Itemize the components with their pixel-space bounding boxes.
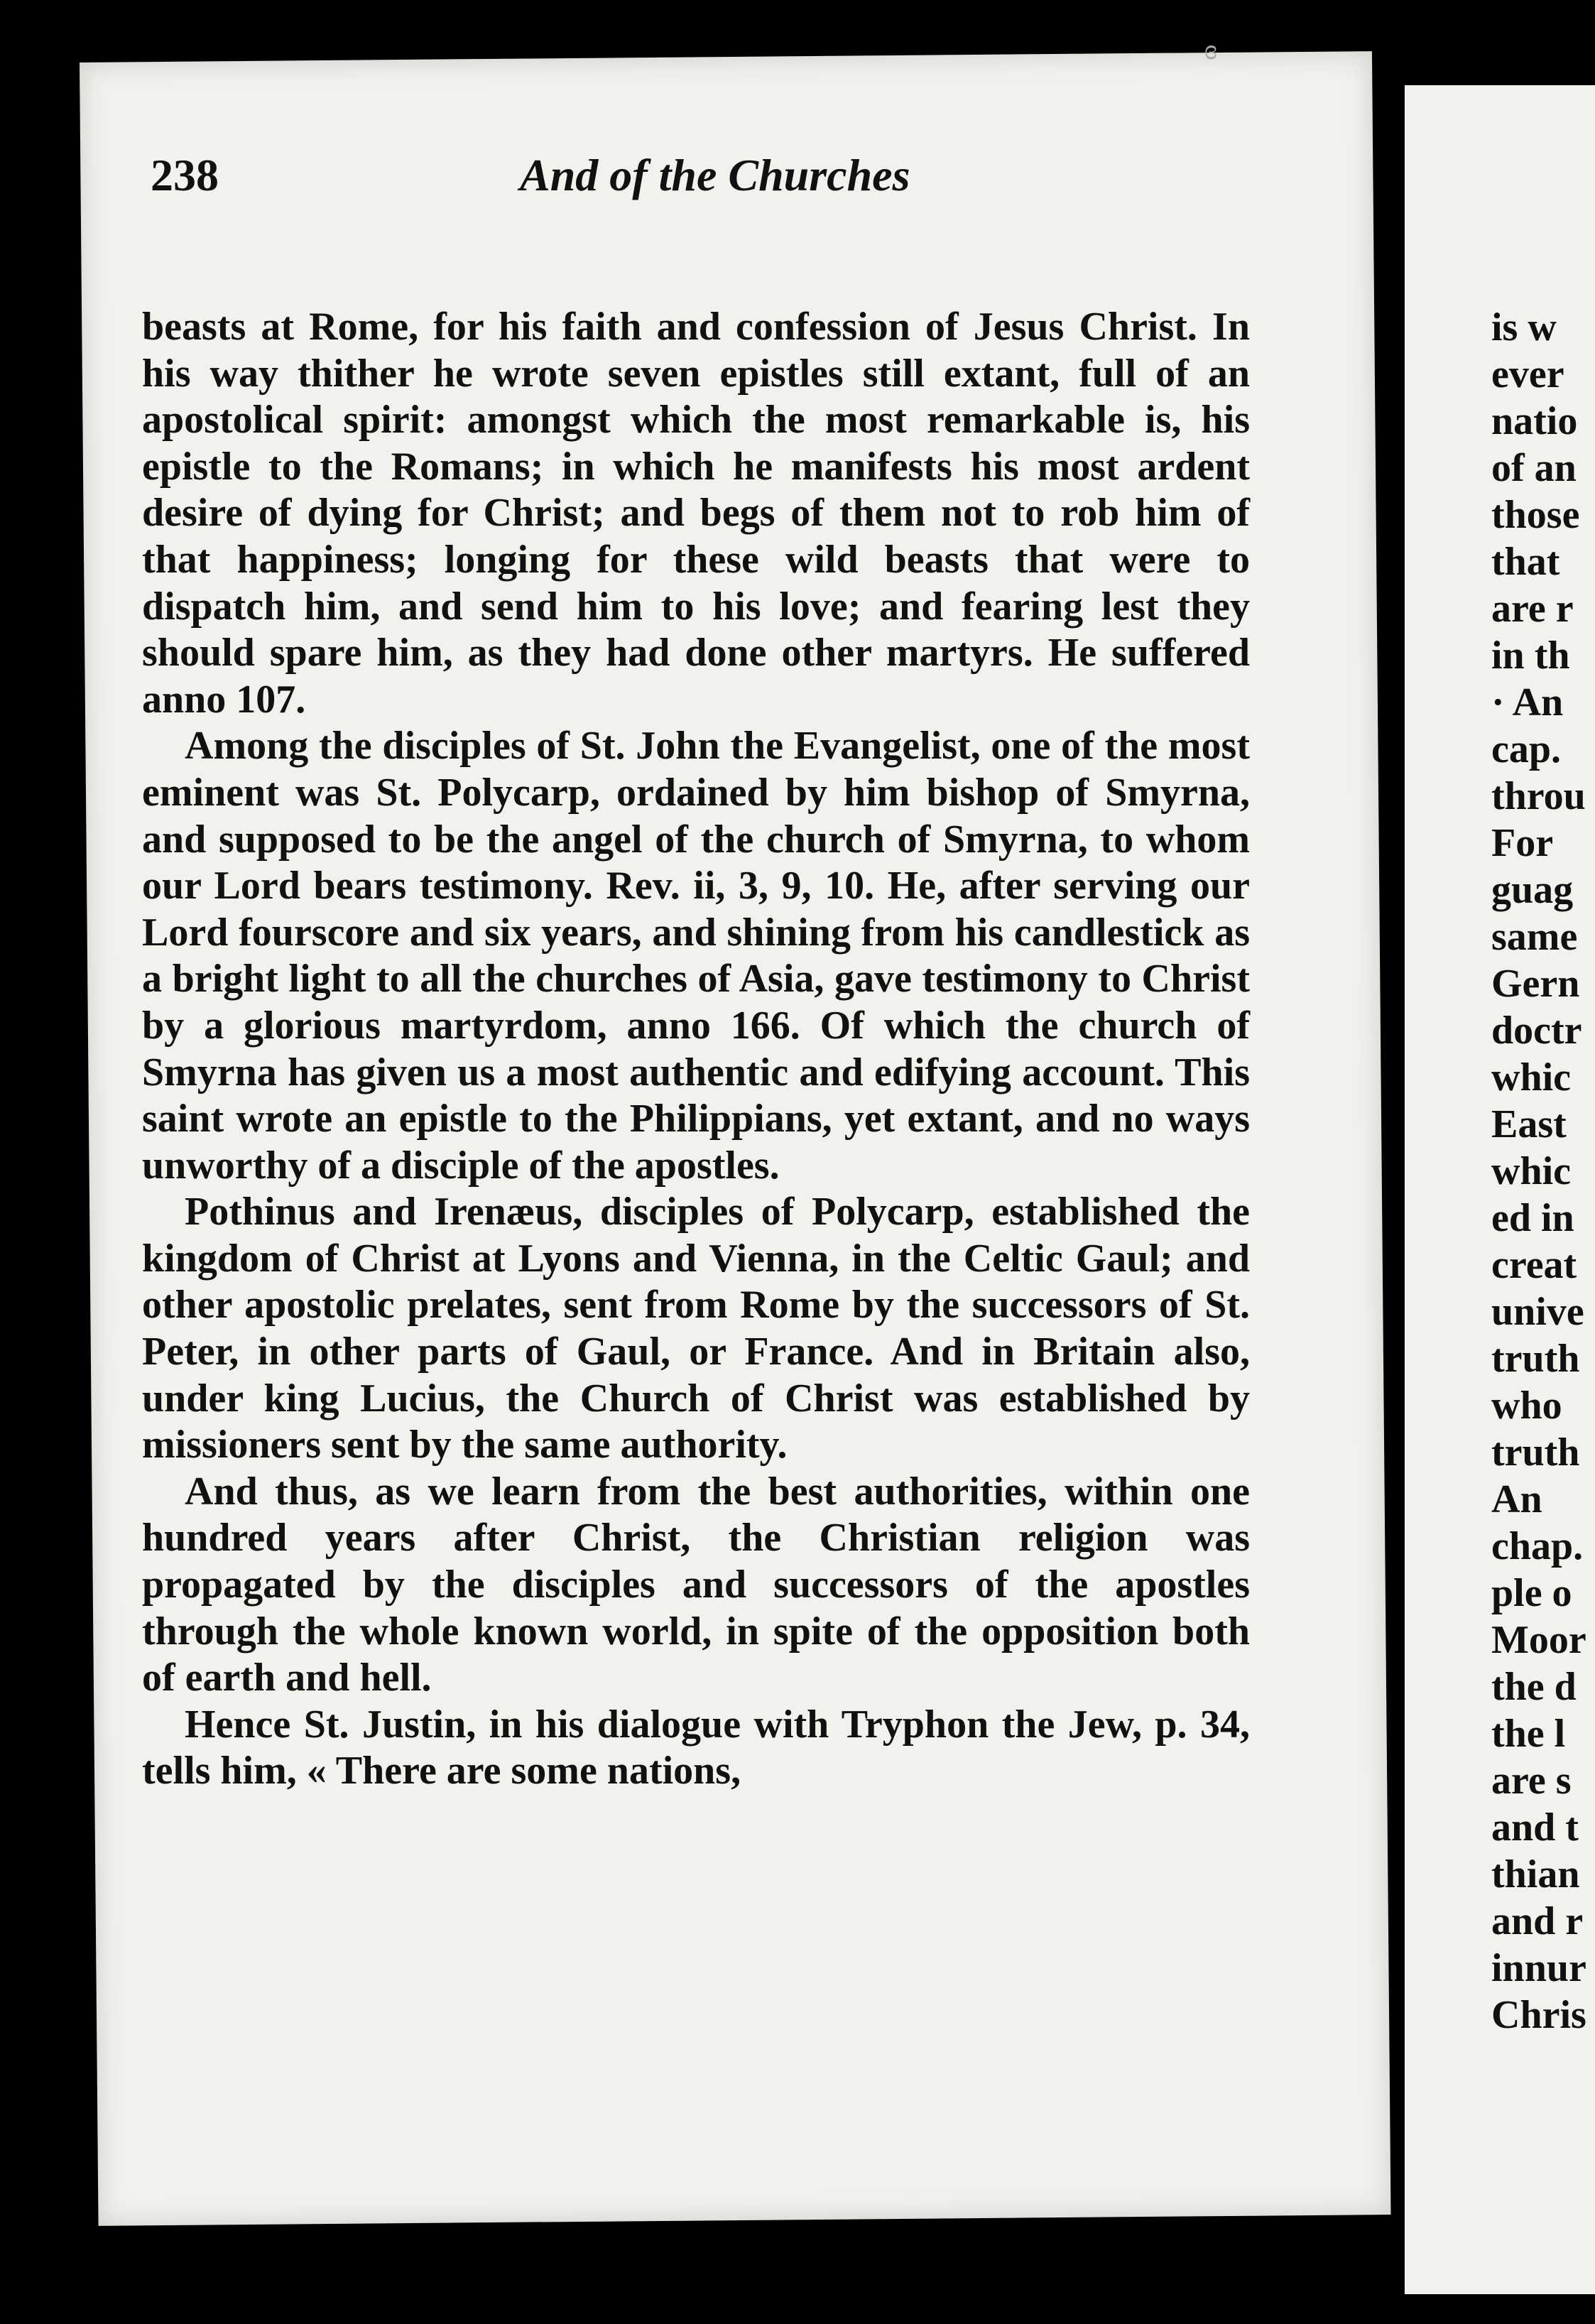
facing-page-line: chap. bbox=[1491, 1524, 1584, 1568]
running-head: And of the Churches bbox=[520, 150, 910, 200]
facing-page-line: cap. bbox=[1491, 727, 1561, 771]
facing-page-line: truth bbox=[1491, 1430, 1580, 1475]
facing-page-line: For bbox=[1491, 821, 1554, 865]
facing-page-line: truth bbox=[1491, 1337, 1580, 1381]
facing-page-line: ever bbox=[1491, 352, 1564, 396]
facing-page-line: ple o bbox=[1491, 1571, 1572, 1615]
facing-page-line: are r bbox=[1491, 587, 1574, 631]
body-text bbox=[142, 304, 1250, 1795]
facing-page-line: ed in bbox=[1491, 1196, 1574, 1240]
paragraph: beasts at Rome, for his faith and confession of Jesus Christ. In his way thither he wrote seven epistles still extant, full of an apostolical spirit: amongst which the most remarkable is, his epistle to the Romans; in which he manifests his most ardent desire of dying for Christ; and begs of them not to rob him of that happiness; longing for these wild beasts that were to dispatch him, and send him to his love; and fearing lest they should spare him, as they had done other martyrs. He suffered anno 107. bbox=[142, 305, 1250, 722]
facing-page-line: and t bbox=[1491, 1806, 1579, 1850]
facing-page-line: whic bbox=[1491, 1055, 1571, 1099]
facing-page-line: who bbox=[1491, 1384, 1562, 1428]
facing-page-line: the l bbox=[1491, 1712, 1566, 1756]
facing-page-line: Gern bbox=[1491, 962, 1580, 1006]
page-number: 238 bbox=[151, 150, 219, 200]
facing-page-line: is w bbox=[1491, 305, 1557, 349]
facing-page-line: natio bbox=[1491, 399, 1578, 443]
paragraph: Pothinus and Irenæus, disciples of Polycarp, established the kingdom of Christ at Lyons and Vienna, in the Celtic Gaul; and other apostolic prelates, sent from Rome by the successors of St. Peter, in other parts of Gaul, or France. And in Britain also, under king Lucius, the Church of Christ was established by missioners sent by the same authority. bbox=[142, 1190, 1250, 1467]
facing-page-line: throu bbox=[1491, 774, 1586, 818]
paragraph: And thus, as we learn from the best authorities, within one hundred years after Christ, the Christian religion was propagated by the disciples and successors of the apostles through the whole known world, in spite of the opposition both of earth and hell. bbox=[142, 1469, 1250, 1700]
facing-page-line: Chris bbox=[1491, 1993, 1586, 2037]
paragraph: Hence St. Justin, in his dialogue with Tryphon the Jew, p. 34, tells him, « There are some nations, bbox=[142, 1702, 1250, 1793]
paragraph: Among the disciples of St. John the Evangelist, one of the most eminent was St. Polycarp, ordained by him bishop of Smyrna, and supposed to be the angel of the church of Smyrna, to whom our Lord bears testimony. Rev. ii, 3, 9, 10. He, after serving our Lord fourscore and six years, and shining from his candlestick as a bright light to all the churches of Asia, gave testimony to Christ by a glorious martyrdom, anno 166. Of which the church of Smyrna has given us a most authentic and edifying account. This saint wrote an epistle to the Philippians, yet extant, and no ways unworthy of a disciple of the apostles. bbox=[142, 724, 1250, 1188]
facing-page-line: Moor bbox=[1491, 1618, 1586, 1662]
facing-page-line: · An bbox=[1491, 680, 1564, 724]
facing-page-line: of an bbox=[1491, 446, 1577, 490]
facing-page-line: same bbox=[1491, 915, 1578, 959]
facing-page-line: those bbox=[1491, 493, 1580, 537]
facing-page-line: in th bbox=[1491, 634, 1570, 678]
facing-page-line: doctr bbox=[1491, 1009, 1582, 1053]
facing-page-line: guag bbox=[1491, 868, 1574, 912]
facing-page-line: are s bbox=[1491, 1759, 1572, 1803]
facing-page-line: An bbox=[1491, 1477, 1542, 1521]
facing-page-line: innur bbox=[1491, 1946, 1586, 1990]
facing-page-line: creat bbox=[1491, 1243, 1577, 1287]
facing-page-line: that bbox=[1491, 540, 1560, 584]
facing-page-text bbox=[1491, 304, 1595, 2038]
facing-page-line: whic bbox=[1491, 1149, 1571, 1193]
facing-page-line: the d bbox=[1491, 1665, 1577, 1709]
facing-page-line: East bbox=[1491, 1102, 1567, 1146]
facing-page-line: unive bbox=[1491, 1290, 1584, 1334]
facing-page-line: thian bbox=[1491, 1852, 1580, 1896]
facing-page-line: and r bbox=[1491, 1899, 1584, 1943]
page-header bbox=[151, 149, 1287, 227]
top-ornament: ɞ bbox=[1204, 33, 1217, 65]
